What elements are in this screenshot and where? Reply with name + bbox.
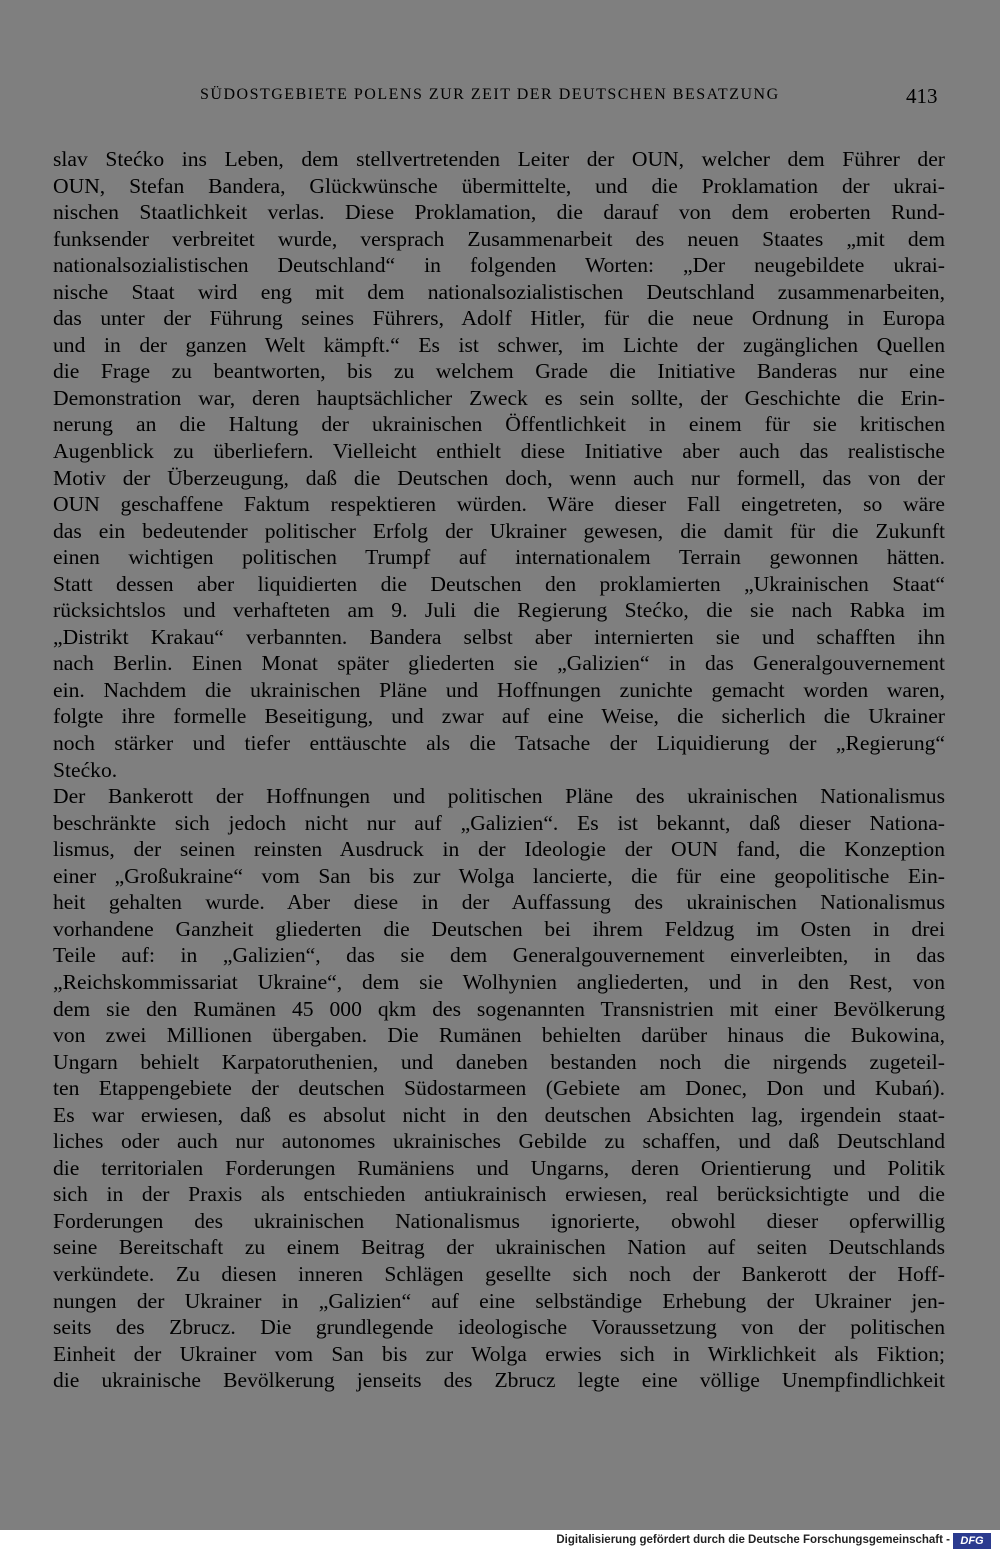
- text-line: folgte ihre formelle Beseitigung, und zwar auf eine Weise, die sicherlich die Ukrainer: [53, 704, 945, 729]
- text-line: Ungarn behielt Karpatoruthenien, und daneben bestanden noch die nirgends zugeteil-: [53, 1049, 945, 1074]
- dfg-logo: DFG: [953, 1533, 991, 1549]
- text-line: „Reichskommissariat Ukraine“, dem sie Wolhynien angliederten, und in den Rest, von: [53, 969, 945, 994]
- text-line: noch stärker und tiefer enttäuschte als die Tatsache der Liquidierung der „Regierung“: [53, 731, 945, 756]
- text-line: die territorialen Forderungen Rumäniens und Ungarns, deren Orientierung und Politik: [53, 1155, 945, 1180]
- text-line: einer „Großukraine“ vom San bis zur Wolga lancierte, die für eine geopolitische Ein-: [53, 863, 945, 888]
- text-line: nungen der Ukrainer in „Galizien“ auf eine selbständige Erhebung der Ukrainer jen-: [53, 1288, 945, 1313]
- text-line: Augenblick zu überliefern. Vielleicht enthielt diese Initiative aber auch das realistische: [53, 439, 945, 464]
- text-line: Statt dessen aber liquidierten die Deutschen den proklamierten „Ukrainischen Staat“: [53, 571, 945, 596]
- text-line: slav Stećko ins Leben, dem stellvertretenden Leiter der OUN, welcher dem Führer der: [53, 147, 945, 171]
- text-line: ten Etappengebiete der deutschen Südostarmeen (Gebiete am Donec, Don und Kubań).: [53, 1076, 945, 1101]
- footer-bar: [0, 1530, 1000, 1554]
- text-line: „Distrikt Krakau“ verbannten. Bandera selbst aber internierten sie und schafften ihn: [53, 624, 945, 649]
- text-line: und in der ganzen Welt kämpft.“ Es ist schwer, im Lichte der zugänglichen Quellen: [53, 332, 945, 357]
- text-line: funksender verbreitet wurde, versprach Zusammenarbeit des neuen Staates „mit dem: [53, 226, 945, 251]
- text-line: die ukrainische Bevölkerung jenseits des Zbrucz legte eine völlige Unempfindlichkeit: [53, 1368, 945, 1393]
- text-line: Teile auf: in „Galizien“, das sie dem Generalgouvernement einverleibten, in das: [53, 943, 945, 968]
- text-line: liches oder auch nur autonomes ukrainisches Gebilde zu schaffen, und daß Deutschland: [53, 1129, 945, 1154]
- text-line: seits des Zbrucz. Die grundlegende ideologische Voraussetzung von der politischen: [53, 1315, 945, 1340]
- text-line: sich in der Praxis als entschieden antiukrainisch erwiesen, real berücksichtigte und die: [53, 1182, 945, 1207]
- text-line: das ein bedeutender politischer Erfolg der Ukrainer gewesen, die damit für die Zukunft: [53, 518, 945, 543]
- text-line: verkündete. Zu diesen inneren Schlägen gesellte sich noch der Bankerott der Hoff-: [53, 1261, 945, 1286]
- text-line: lismus, der seinen reinsten Ausdruck in der Ideologie der OUN fand, die Konzeption: [53, 837, 945, 862]
- text-line: einen wichtigen politischen Trumpf auf internationalem Terrain gewonnen hätten.: [53, 545, 945, 570]
- text-line: beschränkte sich jedoch nicht nur auf „Galizien“. Es ist bekannt, daß dieser Nationa-: [53, 810, 945, 835]
- text-line: nach Berlin. Einen Monat später gliederten sie „Galizien“ in das Generalgouvernement: [53, 651, 945, 676]
- text-line: vorhandene Ganzheit gliederten die Deutschen bei ihrem Feldzug im Osten in drei: [53, 916, 945, 941]
- running-head: SÜDOSTGEBIETE POLENS ZUR ZEIT DER DEUTSCHEN BESATZUNG: [200, 86, 780, 103]
- text-line: nerung an die Haltung der ukrainischen Öffentlichkeit in einem für sie kritischen: [53, 412, 945, 437]
- text-line: dem sie den Rumänen 45 000 qkm des sogenannten Transnistrien mit einer Bevölkerung: [53, 996, 945, 1021]
- text-line: Es war erwiesen, daß es absolut nicht in den deutschen Absichten lag, irgendein staat-: [53, 1102, 945, 1127]
- footer-credit: Digitalisierung gefördert durch die Deutsche Forschungsgemeinschaft -: [556, 1534, 950, 1546]
- text-line: von zwei Millionen übergaben. Die Rumänen behielten darüber hinaus die Bukowina,: [53, 1023, 945, 1048]
- text-line: ein. Nachdem die ukrainischen Pläne und Hoffnungen zunichte gemacht worden waren,: [53, 677, 945, 702]
- text-line: nische Staat wird eng mit dem nationalsozialistischen Deutschland zusammenarbeiten,: [53, 279, 945, 304]
- body-text: [53, 146, 945, 1394]
- text-line: die Frage zu beantworten, bis zu welchem Grade die Initiative Banderas nur eine: [53, 359, 945, 384]
- text-line: Einheit der Ukrainer vom San bis zur Wolga erwies sich in Wirklichkeit als Fiktion;: [53, 1341, 945, 1366]
- text-line: Demonstration war, deren hauptsächlicher Zweck es sein sollte, der Geschichte die Erin-: [53, 385, 945, 410]
- text-line: Stećko.: [53, 757, 118, 782]
- text-line: nationalsozialistischen Deutschland“ in folgenden Worten: „Der neugebildete ukrai-: [53, 253, 945, 278]
- text-line: das unter der Führung seines Führers, Adolf Hitler, für die neue Ordnung in Europa: [53, 306, 945, 331]
- page-number: 413: [906, 84, 938, 108]
- text-line: nischen Staatlichkeit verlas. Diese Proklamation, die darauf von dem eroberten Rund-: [53, 200, 945, 225]
- text-line: OUN geschaffene Faktum respektieren würden. Wäre dieser Fall eingetreten, so wäre: [53, 492, 945, 517]
- text-line: heit gehalten wurde. Aber diese in der Auffassung des ukrainischen Nationalismus: [53, 890, 945, 915]
- text-line: rücksichtslos und verhafteten am 9. Juli die Regierung Stećko, die sie nach Rabka im: [53, 598, 945, 623]
- text-line: Der Bankerott der Hoffnungen und politischen Pläne des ukrainischen Nationalismus: [53, 784, 945, 809]
- text-line: Forderungen des ukrainischen Nationalismus ignorierte, obwohl dieser opferwillig: [53, 1208, 945, 1233]
- text-line: OUN, Stefan Bandera, Glückwünsche übermittelte, und die Proklamation der ukrai-: [53, 173, 945, 198]
- text-line: Motiv der Überzeugung, daß die Deutschen doch, wenn auch nur formell, das von der: [53, 465, 945, 490]
- text-line: seine Bereitschaft zu einem Beitrag der ukrainischen Nation auf seiten Deutschlands: [53, 1235, 945, 1260]
